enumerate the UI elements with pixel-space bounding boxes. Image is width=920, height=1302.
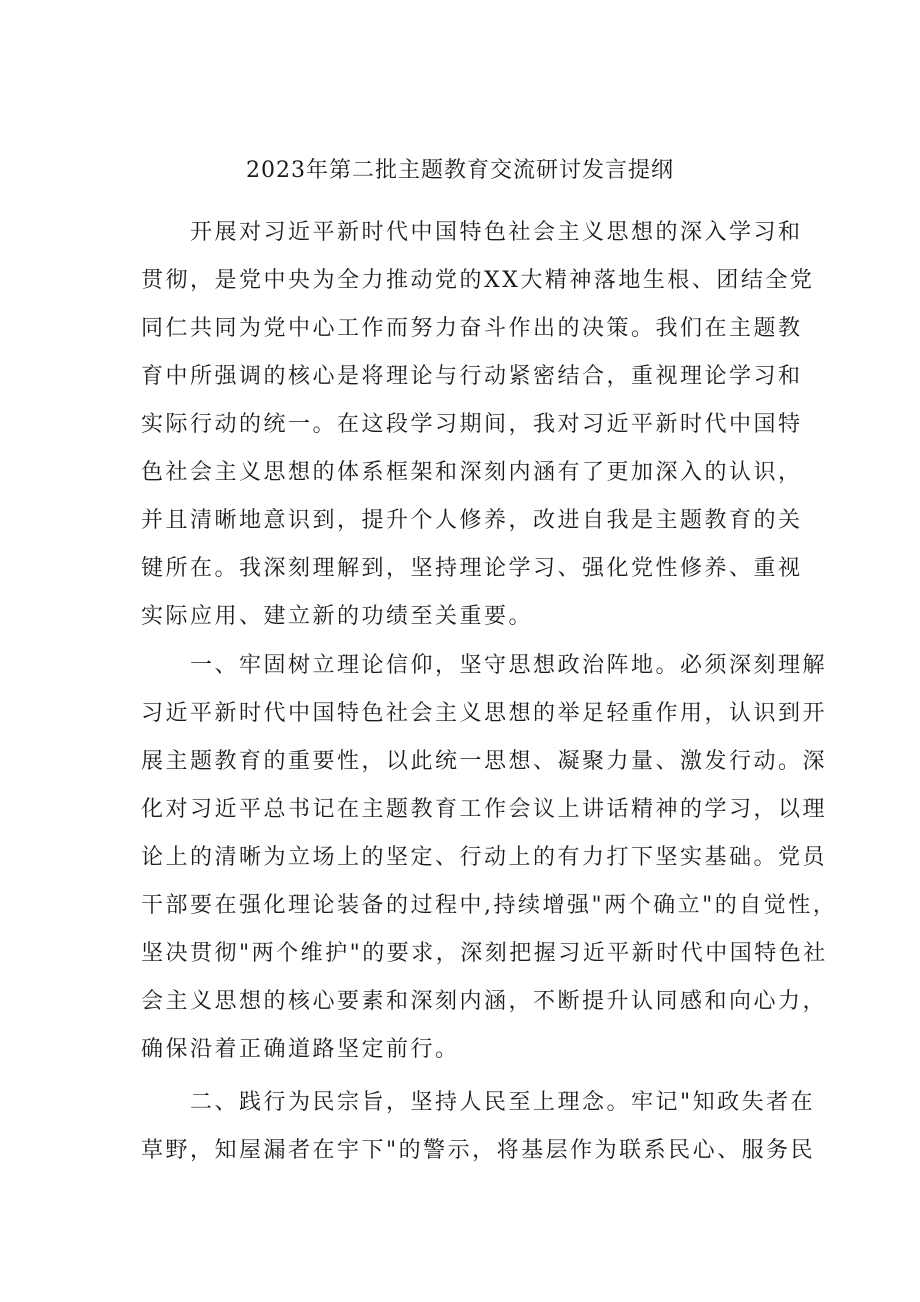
paragraph-line: 同仁共同为党中心工作而努力奋斗作出的决策。我们在主题教 <box>141 316 803 341</box>
paragraph-line: 草野，知屋漏者在宇下"的警示，将基层作为联系民心、服务民 <box>141 1138 816 1163</box>
paragraph-line: 实际行动的统一。在这段学习期间，我对习近平新时代中国特 <box>141 412 803 437</box>
paragraph-line: 展主题教育的重要性，以此统一思想、凝聚力量、激发行动。深 <box>141 749 828 774</box>
paragraph-line: 坚决贯彻"两个维护"的要求，深刻把握习近平新时代中国特色社 <box>141 941 828 966</box>
paragraph-line: 键所在。我深刻理解到，坚持理论学习、强化党性修养、重视 <box>141 556 803 581</box>
paragraph-line: 实际应用、建立新的功绩至关重要。 <box>141 604 534 629</box>
paragraph-line: 化对习近平总书记在主题教育工作会议上讲话精神的学习，以理 <box>141 797 828 822</box>
paragraph-line: 确保沿着正确道路坚定前行。 <box>141 1037 460 1062</box>
paragraph-line: 习近平新时代中国特色社会主义思想的举足轻重作用，认识到开 <box>141 701 828 726</box>
paragraph-line: 干部要在强化理论装备的过程中,持续增强"两个确立"的自觉性， <box>141 893 838 918</box>
paragraph-line: 开展对习近平新时代中国特色社会主义思想的深入学习和 <box>190 220 803 245</box>
section-heading-line: 一、牢固树立理论信仰，坚守思想政治阵地。必须深刻理解 <box>190 653 828 678</box>
paragraph-line: 色社会主义思想的体系框架和深刻内涵有了更加深入的认识， <box>141 460 803 485</box>
paragraph-line: 贯彻，是党中央为全力推动党的XX大精神落地生根、团结全党 <box>141 268 815 293</box>
paragraph-line: 并且清晰地意识到，提升个人修养，改进自我是主题教育的关 <box>141 508 803 533</box>
document-title: 2023年第二批主题教育交流研讨发言提纲 <box>246 158 674 183</box>
paragraph-line: 育中所强调的核心是将理论与行动紧密结合，重视理论学习和 <box>141 364 803 389</box>
paragraph-line: 论上的清晰为立场上的坚定、行动上的有力打下坚实基础。党员 <box>141 845 828 870</box>
paragraph-line: 会主义思想的核心要素和深刻内涵，不断提升认同感和向心力， <box>141 989 828 1014</box>
section-heading-line: 二、践行为民宗旨，坚持人民至上理念。牢记"知政失者在 <box>190 1090 816 1115</box>
